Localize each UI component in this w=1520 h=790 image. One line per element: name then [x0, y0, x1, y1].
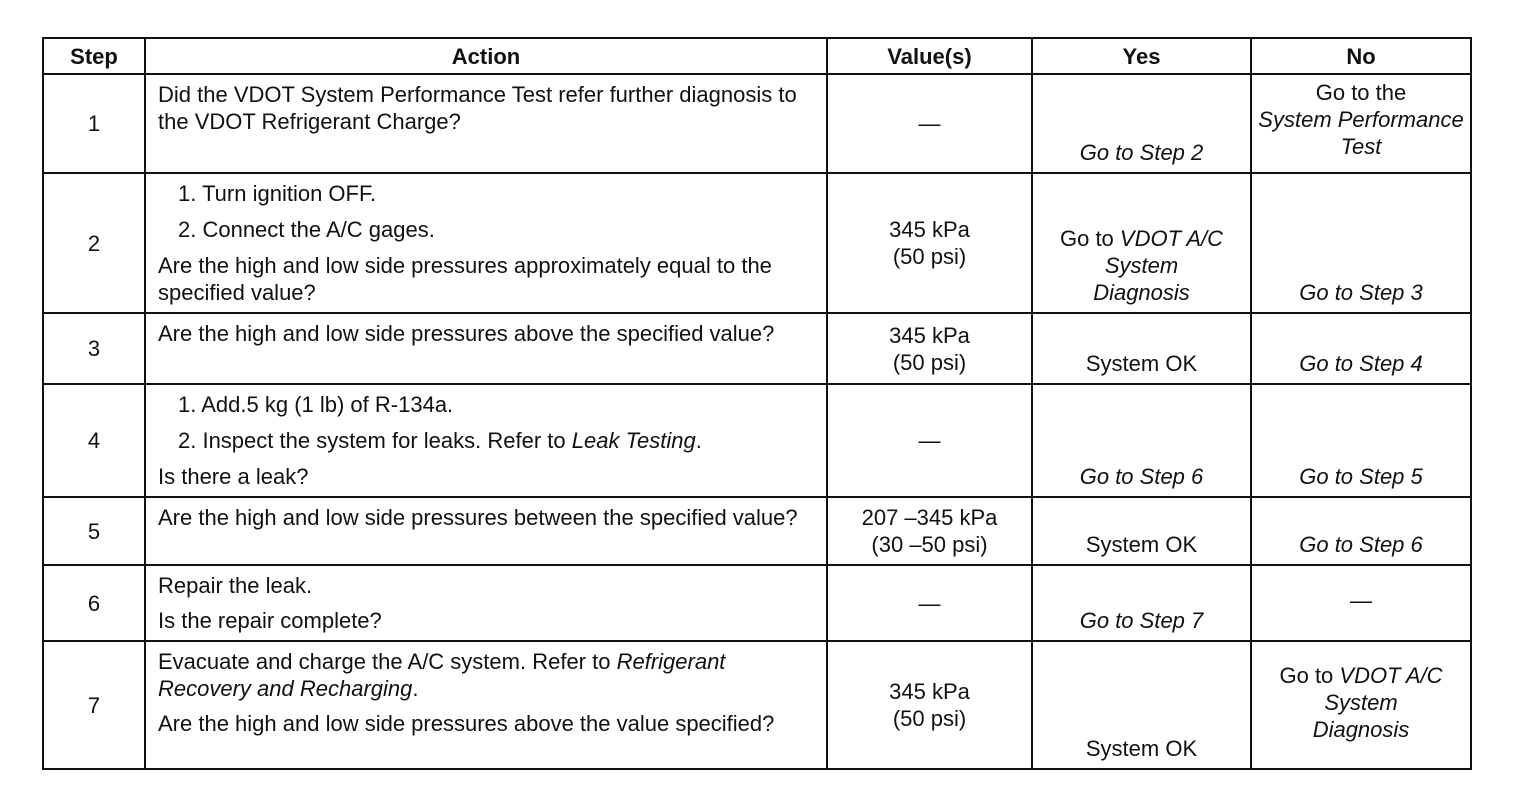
value-cell [827, 313, 1032, 384]
no-cell [1251, 384, 1471, 497]
yes-cell [1032, 173, 1251, 313]
value-cell [827, 641, 1032, 769]
action-question: Is the repair complete? [158, 608, 382, 633]
step-number: 2 [43, 173, 145, 313]
header-row [43, 38, 1471, 74]
action-text: Evacuate and charge the A/C system. Refer to [158, 649, 611, 674]
value-line: (50 psi) [892, 244, 967, 269]
yes-link: Go to Step 2 [1079, 140, 1204, 165]
no-link: VDOT A/C [1339, 662, 1443, 688]
no-prefix: Go to the [1315, 80, 1407, 105]
diagnostic-table [42, 37, 1472, 770]
table-row [43, 565, 1471, 641]
no-link: Go to Step 6 [1299, 532, 1423, 557]
table-row [43, 497, 1471, 565]
step-number: 3 [43, 313, 145, 384]
step-number: 1 [43, 74, 145, 173]
no-link: System Performance Test [1258, 107, 1464, 159]
no-cell [1251, 313, 1471, 384]
value-line: 345 kPa [889, 679, 970, 704]
header-no: No [1251, 38, 1471, 74]
no-link: Go to Step 5 [1299, 464, 1423, 489]
value-line: (30 –50 psi) [871, 532, 988, 557]
value-line: 207 –345 kPa [861, 505, 998, 530]
no-link: Go to Step 4 [1299, 351, 1423, 376]
step-number: 4 [43, 384, 145, 497]
yes-cell [1032, 384, 1251, 497]
action-question: Did the VDOT System Performance Test refer further diagnosis to the VDOT Refrigerant Charge? [158, 82, 797, 134]
yes-link: Diagnosis [1093, 280, 1190, 305]
action-cell [145, 74, 827, 173]
no-cell [1251, 497, 1471, 565]
action-line: Repair the leak. [158, 573, 313, 598]
yes-link: System [1104, 253, 1179, 278]
yes-link: Go to Step 7 [1079, 608, 1204, 633]
substep-text: 2. Inspect the system for leaks. Refer to [178, 428, 566, 453]
action-cell [145, 497, 827, 565]
no-link: Go to Step 3 [1299, 280, 1423, 305]
header-yes: Yes [1032, 38, 1251, 74]
value-line: 345 kPa [889, 217, 970, 242]
action-substep: 2. Inspect the system for leaks. Refer to Leak Testing. [178, 428, 702, 453]
table-row [43, 74, 1471, 173]
value-cell [827, 173, 1032, 313]
action-question: Is there a leak? [158, 464, 309, 489]
table-row [43, 384, 1471, 497]
step-number: 7 [43, 641, 145, 769]
step-number: 5 [43, 497, 145, 565]
value-line: (50 psi) [892, 706, 967, 731]
header-values: Value(s) [827, 38, 1032, 74]
action-question: Are the high and low side pressures above the specified value? [158, 321, 775, 346]
yes-link: VDOT A/C [1119, 226, 1224, 251]
header-step: Step [43, 38, 145, 74]
leak-testing-ref: Leak Testing [571, 428, 696, 453]
action-cell [145, 313, 827, 384]
action-question: Are the high and low side pressures between the specified value? [158, 505, 798, 530]
header-action: Action [145, 38, 827, 74]
action-substep: 1. Turn ignition OFF. [178, 181, 377, 206]
value-cell: — [827, 565, 1032, 641]
no-cell [1251, 74, 1471, 173]
action-cell [145, 384, 827, 497]
recovery-ref: Refrigerant Recovery and Recharging [158, 649, 726, 701]
action-cell [145, 565, 827, 641]
yes-cell [1032, 74, 1251, 173]
step-number: 6 [43, 565, 145, 641]
action-line: Evacuate and charge the A/C system. Refer to Refrigerant Recovery and Recharging. [158, 649, 726, 701]
action-cell [145, 173, 827, 313]
no-prefix: Go to [1279, 662, 1334, 688]
action-question: Are the high and low side pressures above the value specified? [158, 711, 775, 736]
value-line: (50 psi) [892, 349, 967, 375]
yes-link: Go to Step 6 [1079, 464, 1204, 489]
action-cell [145, 641, 827, 769]
value-line: 345 kPa [889, 322, 970, 348]
action-substep: 2. Connect the A/C gages. [178, 217, 435, 242]
table-row [43, 313, 1471, 384]
yes-cell: System OK [1032, 497, 1251, 565]
no-link: System [1324, 689, 1398, 715]
yes-cell: System OK [1032, 641, 1251, 769]
yes-prefix: Go to [1059, 226, 1114, 251]
no-cell [1251, 173, 1471, 313]
yes-cell: System OK [1032, 313, 1251, 384]
no-cell [1251, 641, 1471, 769]
value-cell: — [827, 384, 1032, 497]
action-question: Are the high and low side pressures approximately equal to the specified value? [158, 253, 772, 305]
table-row [43, 173, 1471, 313]
no-link: Diagnosis [1312, 716, 1410, 742]
action-substep: 1. Add.5 kg (1 lb) of R-134a. [178, 392, 454, 417]
yes-cell [1032, 565, 1251, 641]
value-cell [827, 497, 1032, 565]
table-row [43, 641, 1471, 769]
value-cell: — [827, 74, 1032, 173]
no-cell: — [1251, 565, 1471, 641]
